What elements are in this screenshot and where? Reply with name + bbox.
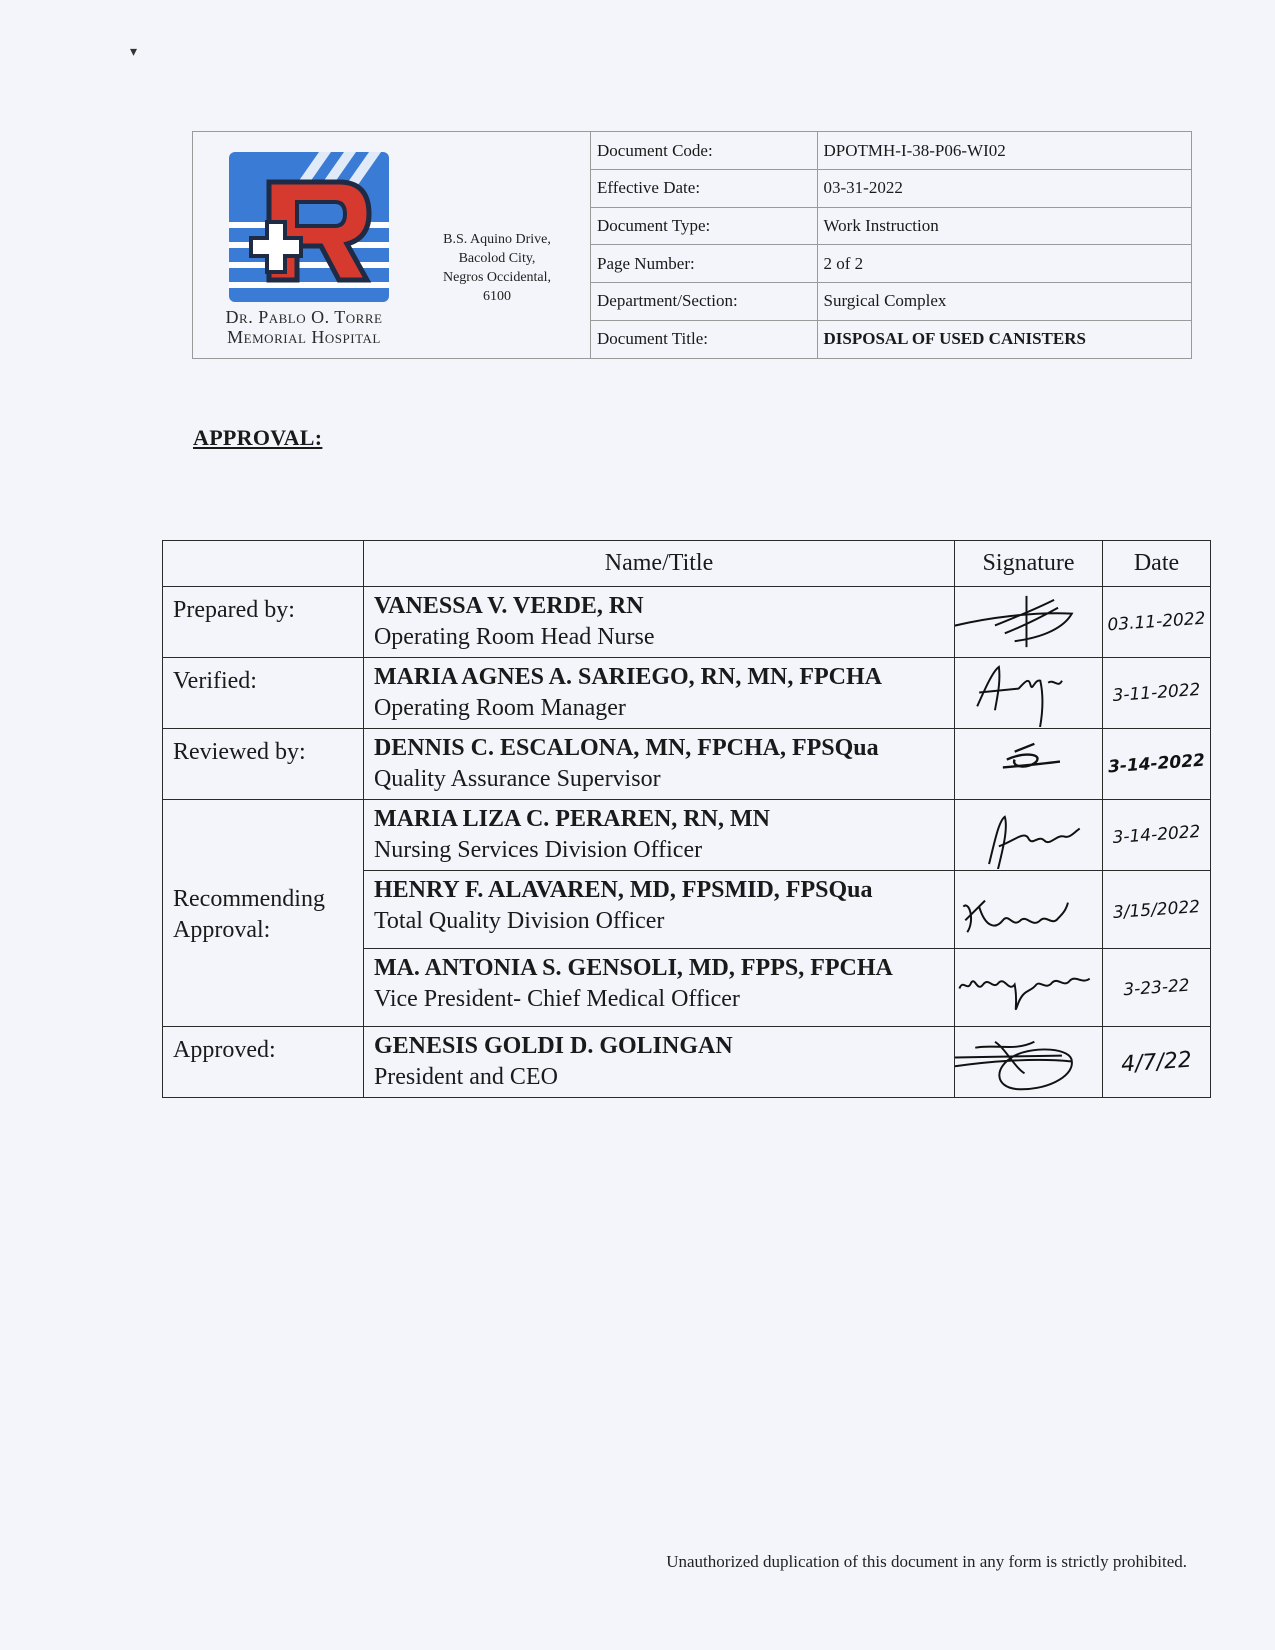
hospital-name-line1: Dr. Pablo O. Torre (225, 307, 383, 327)
signature-cell (955, 587, 1103, 658)
role-label: Verified: (163, 658, 364, 729)
signature-cell (955, 949, 1103, 1027)
signature-icon (955, 801, 1102, 869)
signatory-title: Operating Room Head Nurse (373, 624, 655, 650)
meta-row-document-title (591, 320, 1191, 358)
date-cell (1103, 587, 1211, 658)
approval-table-header (163, 541, 1211, 587)
date-value: 3-14-2022 (1107, 750, 1206, 778)
date-cell (1103, 800, 1211, 871)
signatory-name: GENESIS GOLDI D. GOLINGAN (373, 1033, 733, 1059)
role-label: Reviewed by: (163, 729, 364, 800)
meta-value: 03-31-2022 (817, 170, 1191, 208)
scan-mark: ▾ (130, 45, 138, 60)
signatory-title: President and CEO (373, 1064, 558, 1090)
name-title-cell (363, 658, 954, 729)
meta-value: Work Instruction (817, 207, 1191, 245)
signature-icon (955, 1028, 1102, 1096)
hospital-name-line2: Memorial Hospital (227, 327, 381, 347)
approval-row-verified (163, 658, 1211, 729)
date-cell (1103, 871, 1211, 949)
signature-icon (955, 949, 1102, 1026)
signature-icon (955, 588, 1102, 656)
document-header (192, 131, 1192, 359)
address-line: Bacolod City, (458, 251, 536, 266)
signature-cell (955, 1027, 1103, 1098)
column-header-role (163, 541, 364, 587)
signature-cell (955, 729, 1103, 800)
signature-cell (955, 800, 1103, 871)
role-label: Recommending Approval: (163, 800, 364, 1027)
approval-row-recommending-1 (163, 800, 1211, 871)
date-value: 3/15/2022 (1112, 896, 1201, 923)
name-title-cell (363, 587, 954, 658)
meta-row-document-code (591, 132, 1191, 170)
meta-value: 2 of 2 (817, 245, 1191, 283)
meta-value: DPOTMH-I-38-P06-WI02 (817, 132, 1191, 170)
date-value: 3-11-2022 (1111, 679, 1202, 707)
signature-icon (955, 871, 1102, 948)
meta-label: Department/Section: (591, 283, 817, 321)
meta-label: Effective Date: (591, 170, 817, 208)
hospital-address (415, 230, 579, 306)
signatory-title: Vice President- Chief Medical Officer (373, 986, 740, 1012)
column-header-name-title: Name/Title (363, 541, 954, 587)
date-value: 03.11-2022 (1106, 608, 1207, 636)
signatory-title: Total Quality Division Officer (373, 908, 665, 934)
approval-row-prepared (163, 587, 1211, 658)
meta-row-effective-date (591, 170, 1191, 208)
signatory-name: VANESSA V. VERDE, RN (373, 593, 644, 619)
name-title-cell (363, 729, 954, 800)
signatory-title: Nursing Services Division Officer (373, 837, 703, 863)
date-cell (1103, 1027, 1211, 1098)
signatory-name: MARIA LIZA C. PERAREN, RN, MN (373, 806, 770, 832)
role-label: Approved: (163, 1027, 364, 1098)
signature-icon (955, 730, 1102, 798)
meta-value-title: DISPOSAL OF USED CANISTERS (823, 329, 1086, 349)
meta-value: Surgical Complex (817, 283, 1191, 321)
signatory-name: MA. ANTONIA S. GENSOLI, MD, FPPS, FPCHA (373, 955, 893, 981)
name-title-cell (363, 800, 954, 871)
signatory-title: Quality Assurance Supervisor (373, 766, 661, 792)
date-cell (1103, 658, 1211, 729)
address-line: B.S. Aquino Drive, (443, 232, 551, 247)
role-label: Prepared by: (163, 587, 364, 658)
signatory-name: HENRY F. ALAVAREN, MD, FPSMID, FPSQua (373, 877, 873, 903)
meta-label: Page Number: (591, 245, 817, 283)
signatory-name: DENNIS C. ESCALONA, MN, FPCHA, FPSQua (373, 735, 879, 761)
approval-row-reviewed (163, 729, 1211, 800)
meta-label: Document Type: (591, 207, 817, 245)
meta-row-document-type (591, 207, 1191, 245)
hospital-name (205, 307, 403, 347)
approval-table (162, 540, 1211, 1098)
meta-row-page-number (591, 245, 1191, 283)
date-cell (1103, 949, 1211, 1027)
meta-row-department (591, 283, 1191, 321)
date-cell (1103, 729, 1211, 800)
signatory-name: MARIA AGNES A. SARIEGO, RN, MN, FPCHA (373, 664, 882, 690)
name-title-cell (363, 1027, 954, 1098)
address-line: 6100 (483, 289, 511, 304)
meta-label: Document Code: (591, 132, 817, 170)
footer-notice: Unauthorized duplication of this document in any form is strictly prohibited. (666, 1552, 1187, 1571)
date-value: 4/7/22 (1120, 1047, 1193, 1077)
date-value: 3-14-2022 (1111, 821, 1202, 849)
address-line: Negros Occidental, (442, 270, 552, 285)
name-title-cell (363, 871, 954, 949)
name-title-cell (363, 949, 954, 1027)
meta-label: Document Title: (591, 320, 817, 358)
column-header-signature: Signature (955, 541, 1103, 587)
hospital-logo-icon (229, 152, 389, 302)
approval-row-approved (163, 1027, 1211, 1098)
column-header-date: Date (1103, 541, 1211, 587)
signature-cell (955, 658, 1103, 729)
signature-icon (955, 659, 1102, 727)
signatory-title: Operating Room Manager (373, 695, 626, 721)
date-value: 3-23-22 (1122, 975, 1191, 1000)
document-meta-table (591, 132, 1191, 358)
approval-heading: APPROVAL: (193, 425, 323, 450)
hospital-logo-cell (193, 132, 591, 358)
signature-cell (955, 871, 1103, 949)
